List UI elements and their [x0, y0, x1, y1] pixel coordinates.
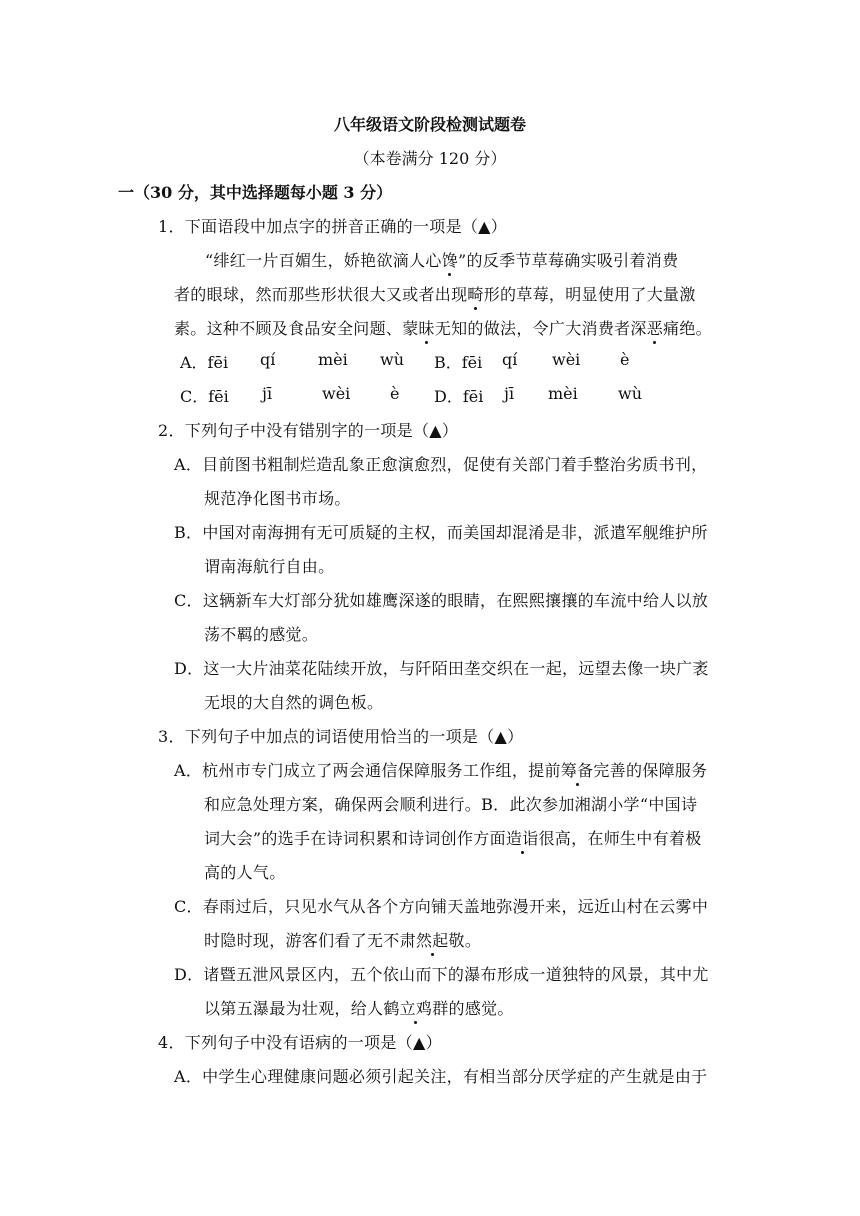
passage-text: 痛绝。	[663, 319, 712, 338]
option-a-pinyin: wù	[380, 350, 404, 369]
dotted-character: 恶	[647, 316, 663, 339]
option-a-label: A．fēi	[180, 353, 229, 372]
option-text: 的感觉。	[448, 999, 514, 1018]
passage-text: ”的反季节草莓确实吸引着消费	[458, 251, 679, 270]
option-text: 很高，在师生中有着极	[538, 829, 702, 848]
option-b-pinyin: qí	[502, 350, 518, 369]
dotted-word: 肃然起敬	[400, 928, 465, 951]
question-2-option-d-cont: 无垠的大自然的调色板。	[204, 693, 384, 712]
question-3-option-b-end: 高的人气。	[204, 863, 286, 882]
question-2-option-b: B．中国对南海拥有无可质疑的主权，而美国却混淆是非，派遣军舰维护所	[174, 523, 708, 542]
option-d-label: D．fēi	[434, 387, 484, 406]
question-3-stem: 3．下列句子中加点的词语使用恰当的一项是（▲）	[158, 727, 524, 746]
option-b-pinyin: wèi	[552, 350, 581, 369]
question-2-option-d: D．这一大片油菜花陆续开放，与阡陌田垄交织在一起，远望去像一块广袤	[174, 659, 709, 678]
passage-text: 无知的做法，令广大消费者深	[434, 319, 647, 338]
question-1-passage-line-3	[174, 316, 712, 339]
question-1-passage-line-1	[205, 248, 678, 271]
section-heading: 一（30 分，其中选择题每小题 3 分）	[118, 183, 393, 202]
question-3-option-d-cont	[204, 996, 514, 1019]
option-c-pinyin: jī	[262, 384, 273, 403]
question-2-option-c: C．这辆新车大灯部分犹如雄鹰深遂的眼睛，在熙熙攘攘的车流中给人以放	[174, 591, 709, 610]
option-text: 。	[464, 931, 482, 950]
question-3-option-b-cont	[204, 826, 702, 849]
option-a-pinyin: qí	[260, 350, 276, 369]
question-2-stem: 2．下列句子中没有错别字的一项是（▲）	[158, 421, 459, 440]
question-3-option-a	[174, 758, 707, 781]
dotted-character: 昧	[419, 316, 435, 339]
option-text: 词大会”的选手在诗词积累和诗词创作方面	[204, 829, 506, 848]
dotted-word: 筹备	[561, 758, 594, 781]
option-d-pinyin: jī	[504, 384, 515, 403]
option-text: A．杭州市专门成立了两会通信保障服务工作组，提前	[174, 761, 561, 780]
option-b-pinyin: è	[620, 350, 630, 369]
passage-text: 形的草莓，明显使用了大量激	[483, 285, 696, 304]
question-1-stem: 1．下面语段中加点字的拼音正确的一项是（▲）	[158, 217, 508, 236]
question-2-option-a-cont: 规范净化图书市场。	[204, 489, 351, 508]
question-2-option-c-cont: 荡不羁的感觉。	[204, 625, 319, 644]
question-3-option-a-cont: 和应急处理方案，确保两会顺利进行。B．此次参加湘湖小学“中国诗	[204, 795, 698, 814]
document-subtitle: （本卷满分 120 分）	[353, 149, 507, 168]
option-b-label: B．fēi	[434, 353, 483, 372]
option-text: 时隐时现，游客们看了无不	[204, 931, 400, 950]
option-text: 完善的保障服务	[593, 761, 708, 780]
document-title: 八年级语文阶段检测试题卷	[333, 115, 526, 134]
question-2-option-b-cont: 谓南海航行自由。	[204, 557, 335, 576]
option-c-pinyin: wèi	[322, 384, 351, 403]
dotted-character: 馋	[442, 248, 458, 271]
option-text: 以第五瀑最为壮观，给人	[204, 999, 384, 1018]
question-3-option-d: D．诸暨五泄风景区内，五个依山而下的瀑布形成一道独特的风景，其中尤	[174, 965, 709, 984]
question-3-option-c-cont	[204, 928, 481, 951]
option-a-pinyin: mèi	[318, 350, 348, 369]
passage-text: 素。这种不顾及食品安全问题、蒙	[174, 319, 419, 338]
option-d-pinyin: mèi	[548, 384, 578, 403]
dotted-word: 鹤立鸡群	[383, 996, 448, 1019]
option-c-label: C．fēi	[180, 387, 229, 406]
dotted-character: 畸	[467, 282, 483, 305]
option-d-pinyin: wù	[618, 384, 642, 403]
question-2-option-a: A．目前图书粗制烂造乱象正愈演愈烈，促使有关部门着手整治劣质书刊，	[174, 455, 708, 474]
question-4-option-a: A．中学生心理健康问题必须引起关注，有相当部分厌学症的产生就是由于	[174, 1067, 708, 1086]
dotted-word: 造诣	[506, 826, 539, 849]
passage-text: “绯红一片百媚生，娇艳欲滴人心	[205, 251, 442, 270]
option-c-pinyin: è	[390, 384, 400, 403]
question-4-stem: 4．下列句子中没有语病的一项是（▲）	[158, 1033, 442, 1052]
question-1-passage-line-2	[174, 282, 696, 305]
passage-text: 者的眼球，然而那些形状很大又或者出现	[174, 285, 468, 304]
question-3-option-c: C．春雨过后，只见水气从各个方向铺天盖地弥漫开来，远近山村在云雾中	[174, 897, 709, 916]
